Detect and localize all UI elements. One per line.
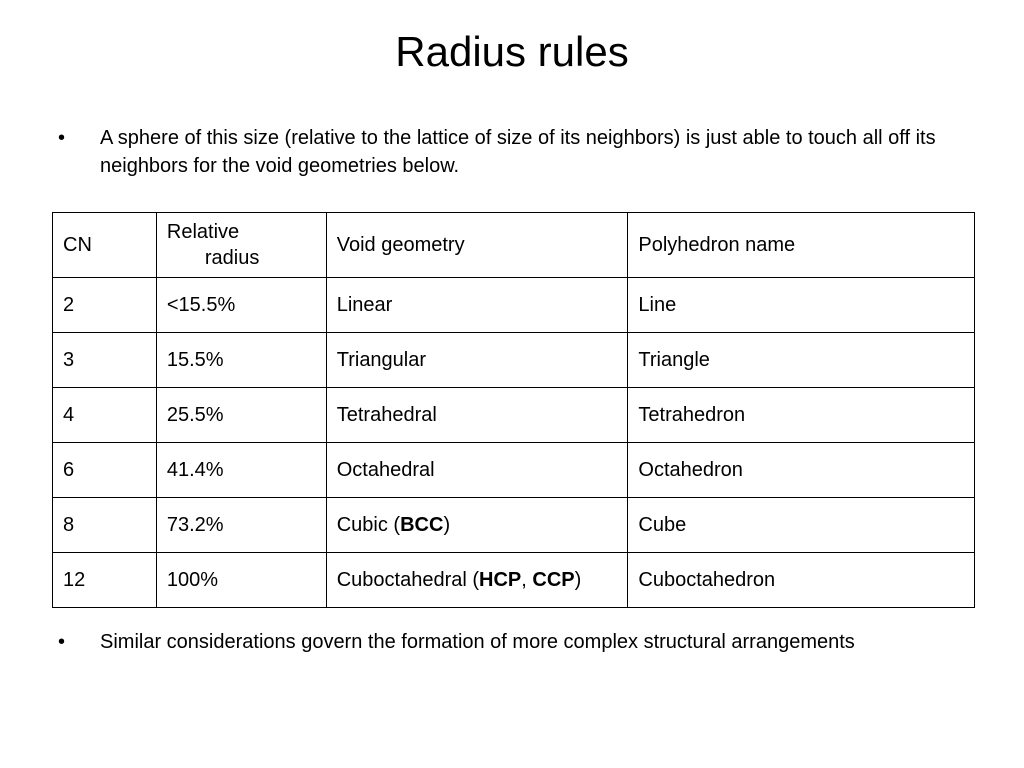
cell-relative-radius: 15.5% bbox=[156, 333, 326, 388]
cell-void-geometry: Octahedral bbox=[326, 443, 628, 498]
header-cn: CN bbox=[53, 213, 157, 278]
header-polyhedron-name: Polyhedron name bbox=[628, 213, 975, 278]
cell-cn: 6 bbox=[53, 443, 157, 498]
table-row bbox=[53, 443, 975, 498]
cell-relative-radius: 73.2% bbox=[156, 498, 326, 553]
bullet-item bbox=[58, 124, 978, 180]
bullet-dot: • bbox=[58, 127, 66, 149]
cell-polyhedron-name: Tetrahedron bbox=[628, 388, 975, 443]
table-header-row bbox=[53, 213, 975, 278]
cell-cn: 12 bbox=[53, 553, 157, 608]
cell-relative-radius: 100% bbox=[156, 553, 326, 608]
cell-void-geometry: Tetrahedral bbox=[326, 388, 628, 443]
cell-cn: 4 bbox=[53, 388, 157, 443]
void-geometry-suffix: ) bbox=[574, 568, 582, 591]
void-geometry-separator: , bbox=[521, 568, 533, 591]
bullet-text: A sphere of this size (relative to the lattice of size of its neighbors) is just able to touch all off its neighbors for the void geometries below. bbox=[100, 127, 936, 177]
cell-relative-radius: 41.4% bbox=[156, 443, 326, 498]
cell-cn: 8 bbox=[53, 498, 157, 553]
void-geometry-suffix: ) bbox=[443, 513, 451, 536]
cell-polyhedron-name: Cuboctahedron bbox=[628, 553, 975, 608]
cell-polyhedron-name: Cube bbox=[628, 498, 975, 553]
cell-void-geometry bbox=[326, 498, 628, 553]
void-geometry-text: Cubic ( bbox=[336, 513, 401, 536]
cell-polyhedron-name: Line bbox=[628, 278, 975, 333]
table-row bbox=[53, 553, 975, 608]
bullet-item bbox=[58, 628, 978, 656]
slide-title: Radius rules bbox=[395, 28, 629, 75]
cell-polyhedron-name: Octahedron bbox=[628, 443, 975, 498]
lattice-abbrev-hcp: HCP bbox=[479, 568, 522, 591]
table-row bbox=[53, 498, 975, 553]
cell-relative-radius: <15.5% bbox=[156, 278, 326, 333]
header-void-geometry: Void geometry bbox=[326, 213, 628, 278]
cell-cn: 2 bbox=[53, 278, 157, 333]
cell-cn: 3 bbox=[53, 333, 157, 388]
lattice-abbrev-bcc: BCC bbox=[400, 513, 444, 536]
header-relative-radius bbox=[156, 213, 326, 278]
cell-void-geometry: Triangular bbox=[326, 333, 628, 388]
header-relative-radius-line2: radius bbox=[204, 247, 260, 269]
table-row bbox=[53, 333, 975, 388]
bullet-text: Similar considerations govern the formation of more complex structural arrangements bbox=[100, 631, 855, 653]
lattice-abbrev-ccp: CCP bbox=[532, 568, 575, 591]
table-row bbox=[53, 388, 975, 443]
table-row bbox=[53, 278, 975, 333]
radius-rules-table bbox=[52, 212, 975, 608]
void-geometry-text: Cuboctahedral ( bbox=[336, 568, 480, 591]
cell-polyhedron-name: Triangle bbox=[628, 333, 975, 388]
cell-void-geometry bbox=[326, 553, 628, 608]
header-relative-radius-line1: Relative bbox=[166, 221, 240, 243]
cell-relative-radius: 25.5% bbox=[156, 388, 326, 443]
cell-void-geometry: Linear bbox=[326, 278, 628, 333]
bullet-dot: • bbox=[58, 631, 66, 653]
